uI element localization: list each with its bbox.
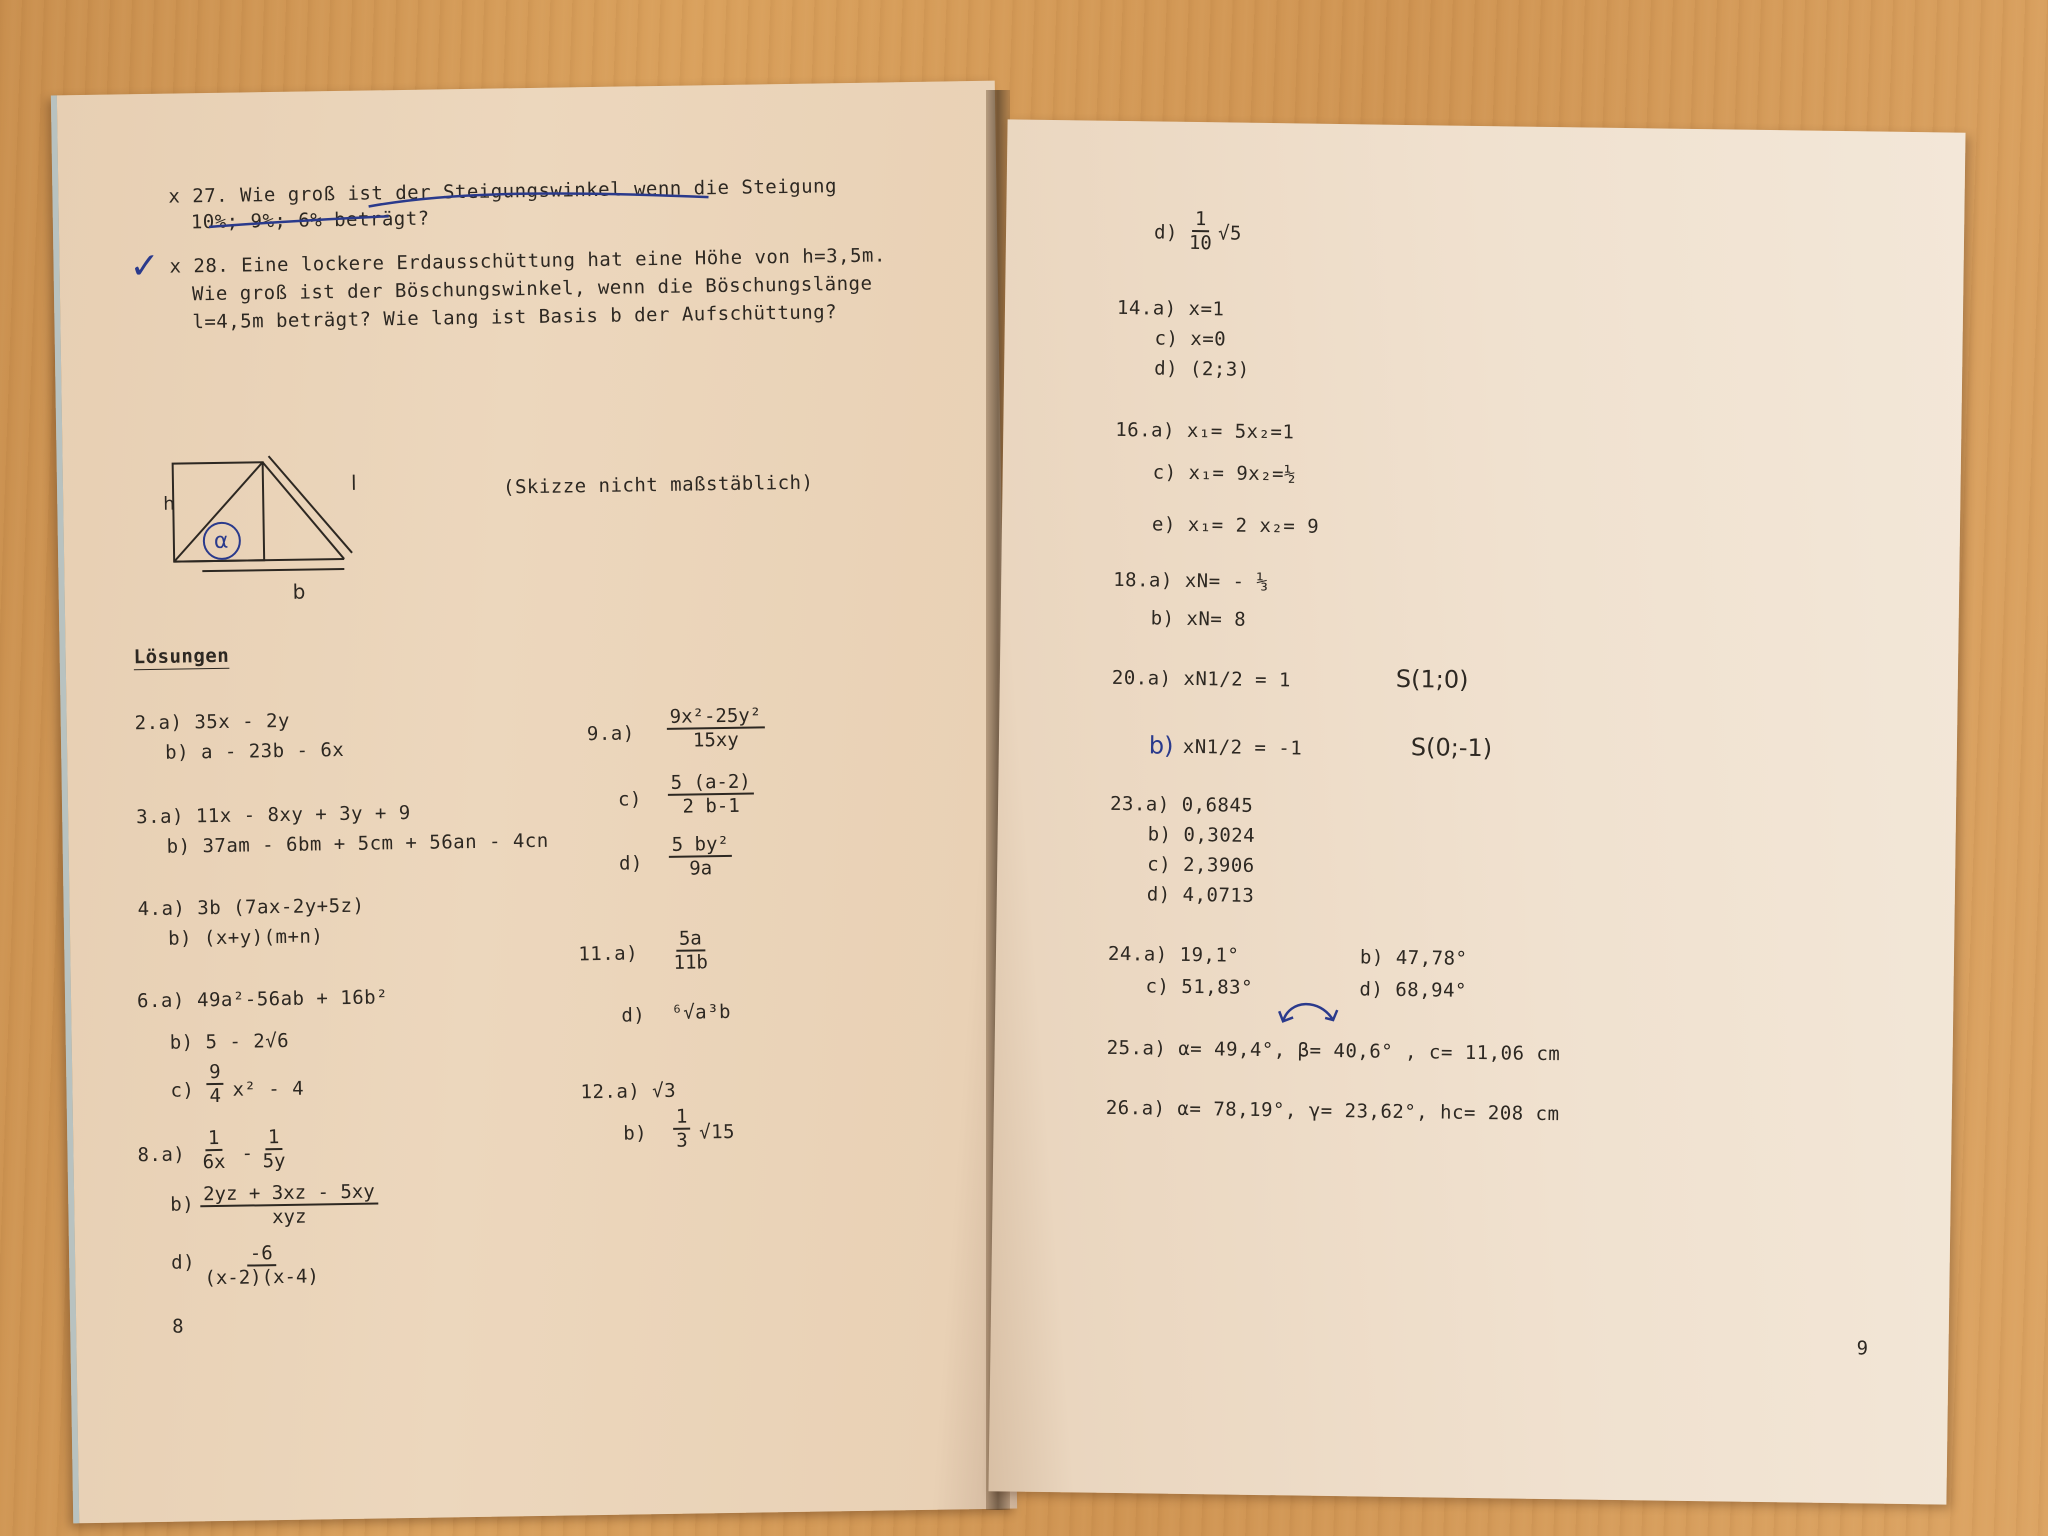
fraction-numerator: 5 (a-2) bbox=[668, 771, 754, 796]
fraction-numerator: 1 bbox=[265, 1126, 283, 1150]
fraction-denominator: (x-2)(x-4) bbox=[204, 1265, 319, 1290]
sketch-label-alpha: α bbox=[213, 528, 229, 554]
solution-9a-fraction bbox=[667, 704, 765, 752]
solution-8a-fraction2 bbox=[259, 1126, 289, 1172]
solution-12b-label: b) bbox=[623, 1122, 648, 1145]
solution-20b: xN1/2 = -1 bbox=[1182, 735, 1303, 760]
solution-6a-label: 6.a) bbox=[136, 989, 186, 1013]
solution-6a: 49a²-56ab + 16b² bbox=[196, 986, 389, 1012]
fraction-numerator: 2yz + 3xz - 5xy bbox=[200, 1181, 378, 1208]
solution-20b-handwritten-label: b) bbox=[1148, 731, 1174, 760]
sketch-label-b: b bbox=[292, 579, 306, 604]
solution-11a-fraction bbox=[670, 927, 711, 974]
solution-12b-rest: √15 bbox=[699, 1120, 736, 1144]
solution-6c-rest: x² - 4 bbox=[232, 1077, 305, 1101]
fraction-denominator: 9a bbox=[689, 857, 713, 880]
right-page bbox=[988, 119, 1965, 1504]
solution-4b: b) (x+y)(m+n) bbox=[167, 925, 324, 950]
fraction-denominator: 2 b-1 bbox=[682, 794, 740, 818]
exercise-28-line1: x 28. Eine lockere Erdausschüttung hat eine Höhe von h=3,5m. bbox=[169, 244, 886, 278]
exercise-27-line1: x 27. Wie groß ist der Steigungswinkel wenn die Steigung bbox=[168, 175, 838, 208]
solution-2b: b) a - 23b - 6x bbox=[165, 738, 345, 764]
solution-8d-fraction bbox=[201, 1241, 322, 1289]
solution-6c-label: c) bbox=[170, 1079, 195, 1102]
solution-23a: 23.a) 0,6845 bbox=[1109, 792, 1254, 817]
swap-arrow-mark bbox=[1275, 993, 1346, 1034]
check-mark: ✓ bbox=[129, 245, 161, 288]
solution-14d: d) (2;3) bbox=[1154, 357, 1250, 381]
minus-sign: - bbox=[241, 1142, 254, 1165]
solution-23b: b) 0,3024 bbox=[1147, 823, 1256, 847]
solution-23c: c) 2,3906 bbox=[1147, 853, 1255, 877]
solution-14a: 14.a) x=1 bbox=[1116, 296, 1225, 321]
page-number-left: 8 bbox=[172, 1315, 185, 1338]
solution-20b-handwritten: S(0;-1) bbox=[1410, 733, 1493, 763]
solution-24b: b) 47,78° bbox=[1359, 946, 1468, 970]
strikethrough-mark bbox=[208, 179, 729, 247]
fraction-denominator: 6x bbox=[202, 1150, 226, 1174]
fraction-numerator: 9 bbox=[206, 1061, 224, 1085]
sketch-label-l: l bbox=[350, 470, 357, 495]
solution-24c: c) 51,83° bbox=[1145, 975, 1254, 999]
solution-8a-fraction1 bbox=[199, 1127, 229, 1173]
solution-20a: 20.a) xN1/2 = 1 bbox=[1111, 666, 1292, 692]
solution-16e: e) x₁= 2 x₂= 9 bbox=[1151, 513, 1320, 538]
solution-12a: 12.a) √3 bbox=[580, 1079, 677, 1104]
fraction-numerator: 1 bbox=[673, 1106, 691, 1130]
exercise-27-line2: 10%; 9%; 6% beträgt? bbox=[190, 207, 430, 234]
solution-18a: 18.a) xN= - ⅓ bbox=[1113, 568, 1269, 594]
fraction-numerator: 1 bbox=[205, 1127, 223, 1151]
sketch-label-h: h bbox=[163, 493, 175, 515]
solution-2a: 2.a) 35x - 2y bbox=[134, 709, 291, 735]
solution-9c-fraction bbox=[668, 771, 755, 818]
solution-13d-rest: √5 bbox=[1217, 222, 1243, 245]
fraction-numerator: 5a bbox=[676, 927, 705, 951]
exercise-28-line2: Wie groß ist der Böschungswinkel, wenn die Böschungslänge bbox=[191, 272, 873, 306]
fraction-numerator: -6 bbox=[247, 1242, 276, 1266]
fraction-denominator: 3 bbox=[676, 1129, 688, 1152]
fraction-numerator: 9x²-25y² bbox=[667, 704, 765, 730]
fraction-numerator: 5 by² bbox=[669, 833, 733, 858]
solution-24d: d) 68,94° bbox=[1359, 978, 1468, 1002]
fraction-denominator: 10 bbox=[1188, 231, 1212, 255]
fraction-denominator: xyz bbox=[271, 1205, 307, 1229]
exercise-28-line3: l=4,5m beträgt? Wie lang ist Basis b der Aufschüttung? bbox=[192, 301, 838, 334]
solution-16c: c) x₁= 9x₂=½ bbox=[1152, 461, 1297, 486]
slope-sketch bbox=[132, 440, 394, 594]
solution-9d-fraction bbox=[669, 833, 733, 880]
solution-3b: b) 37am - 6bm + 5cm + 56an - 4cn bbox=[166, 829, 549, 858]
left-page bbox=[51, 81, 1017, 1524]
solution-24a: 24.a) 19,1° bbox=[1107, 942, 1240, 967]
solution-4a: 4.a) 3b (7ax-2y+5z) bbox=[137, 894, 365, 921]
fraction-denominator: 15xy bbox=[692, 728, 739, 752]
solution-20a-handwritten: S(1;0) bbox=[1395, 664, 1469, 694]
solution-16a: 16.a) x₁= 5x₂=1 bbox=[1115, 418, 1295, 444]
fraction-denominator: 11b bbox=[673, 951, 709, 974]
solution-14c: c) x=0 bbox=[1154, 327, 1227, 351]
solution-3a: 3.a) 11x - 8xy + 3y + 9 bbox=[136, 801, 411, 829]
solution-8a-label: 8.a) bbox=[137, 1143, 186, 1167]
solution-6b: b) 5 - 2√6 bbox=[169, 1029, 290, 1054]
solution-8b-label: b) bbox=[170, 1193, 195, 1216]
solution-26a: 26.a) α= 78,19°, γ= 23,62°, hc= 208 cm bbox=[1105, 1096, 1560, 1126]
solution-13d-label: d) bbox=[1153, 221, 1179, 244]
solution-11d-label: d) bbox=[621, 1004, 646, 1027]
solution-6c-fraction bbox=[206, 1061, 224, 1107]
fraction-numerator: 1 bbox=[1192, 208, 1210, 232]
solution-25a: 25.a) α= 49,4°, β= 40,6° , c= 11,06 cm bbox=[1106, 1036, 1561, 1066]
solutions-title: Lösungen bbox=[133, 644, 230, 669]
solution-11d: ⁶√a³b bbox=[671, 1000, 732, 1024]
solution-11a-label: 11.a) bbox=[578, 942, 639, 966]
fraction-denominator: 5y bbox=[262, 1149, 286, 1173]
solution-23d: d) 4,0713 bbox=[1146, 883, 1255, 907]
sketch-note: (Skizze nicht maßstäblich) bbox=[502, 471, 814, 499]
solution-9a-label: 9.a) bbox=[586, 722, 635, 746]
page-number-right: 9 bbox=[1856, 1337, 1869, 1360]
solution-18b: b) xN= 8 bbox=[1150, 607, 1247, 631]
solution-9d-label: d) bbox=[618, 852, 644, 875]
solution-9c-label: c) bbox=[617, 788, 643, 811]
solution-12b-fraction bbox=[673, 1106, 691, 1152]
solution-8d-label: d) bbox=[171, 1251, 196, 1274]
fraction-denominator: 4 bbox=[209, 1084, 222, 1108]
solution-8b-fraction bbox=[200, 1181, 378, 1230]
solution-13d-fraction bbox=[1186, 208, 1216, 254]
